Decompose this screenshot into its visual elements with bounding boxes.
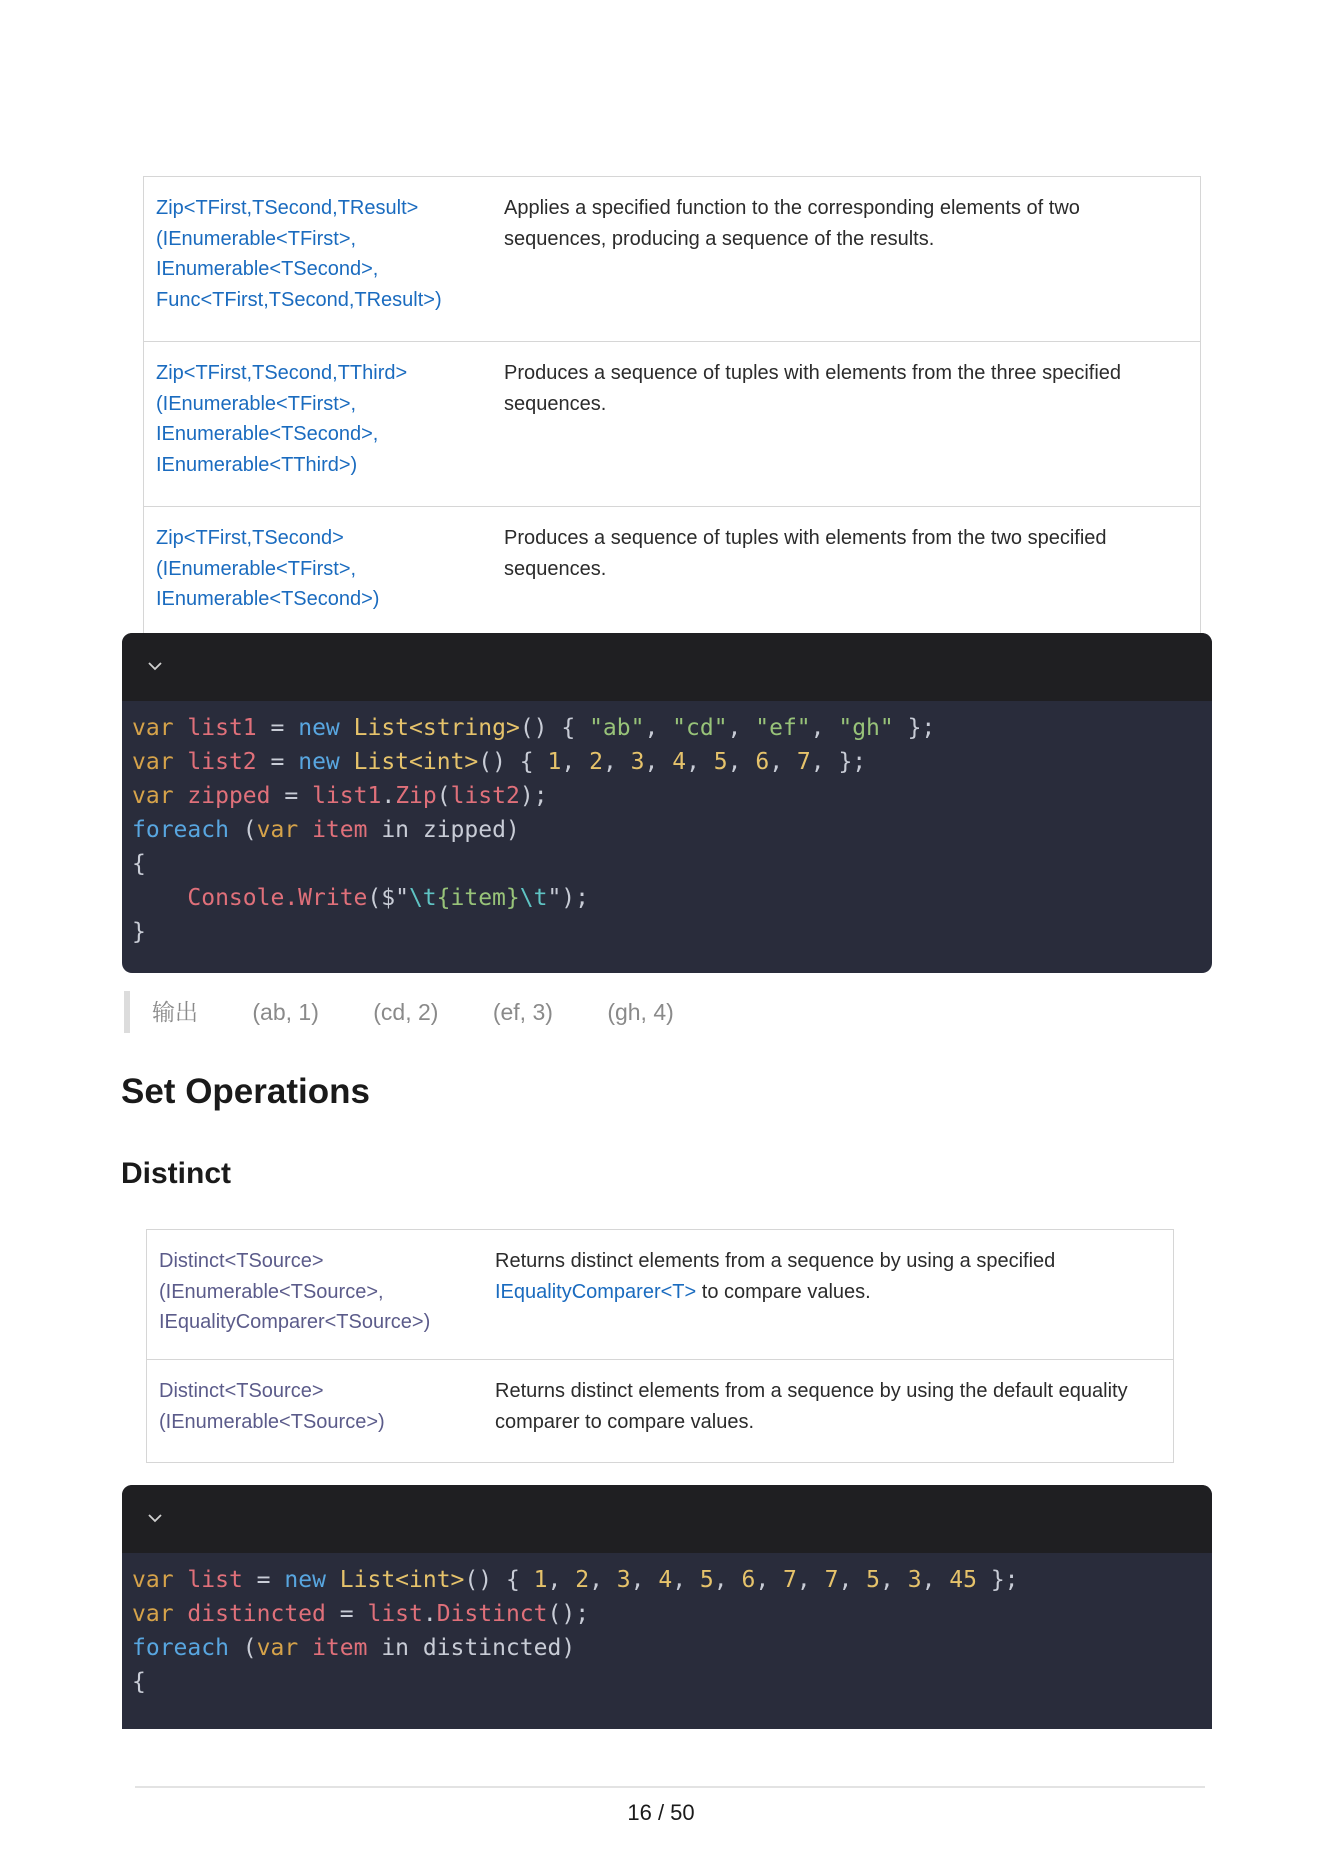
description-text: Applies a specified function to the corresponding elements of two sequences, producing a sequence of the results. bbox=[504, 197, 1080, 250]
output-value: (ab, 1) bbox=[252, 999, 319, 1025]
code-line: var list2 = new List<int>() { 1, 2, 3, 4, 5, 6, 7, }; bbox=[132, 749, 867, 775]
code-line: Console.Write($"\t{item}\t"); bbox=[187, 885, 589, 911]
description-cell bbox=[504, 342, 1201, 507]
distinct-default-link[interactable]: Distinct<TSource> (IEnumerable<TSource>) bbox=[159, 1380, 385, 1433]
zip-code-block bbox=[122, 633, 1212, 973]
code-block-header bbox=[122, 1485, 1212, 1553]
zip-overloads-table bbox=[143, 176, 1201, 640]
description-text: Returns distinct elements from a sequence by using a specified IEqualityComparer<T> to compare values. bbox=[495, 1250, 1056, 1303]
table-row bbox=[144, 177, 1201, 342]
signature-cell bbox=[147, 1230, 496, 1360]
table-row bbox=[147, 1360, 1174, 1463]
description-cell bbox=[504, 507, 1201, 640]
signature-cell bbox=[144, 177, 505, 342]
output-line bbox=[124, 991, 722, 1033]
description-text: Returns distinct elements from a sequence by using the default equality comparer to compare values. bbox=[495, 1380, 1128, 1433]
code-line: } bbox=[132, 919, 146, 945]
description-cell bbox=[495, 1360, 1174, 1463]
description-cell bbox=[504, 177, 1201, 342]
code-line: foreach (var item in distincted) bbox=[132, 1635, 576, 1661]
description-cell bbox=[495, 1230, 1174, 1360]
code-line: var zipped = list1.Zip(list2); bbox=[132, 783, 548, 809]
distinct-overloads-table bbox=[146, 1229, 1174, 1463]
footer-divider bbox=[135, 1786, 1205, 1788]
section-title: Set Operations bbox=[121, 1072, 370, 1111]
chevron-down-icon[interactable] bbox=[148, 1511, 162, 1525]
distinct-code-body bbox=[122, 1553, 1212, 1699]
code-line: var list1 = new List<string>() { "ab", "cd", "ef", "gh" }; bbox=[132, 715, 936, 741]
description-text: Produces a sequence of tuples with elements from the three specified sequences. bbox=[504, 362, 1122, 415]
zip-code-body bbox=[122, 701, 1212, 949]
page-number: 16 / 50 bbox=[627, 1800, 695, 1825]
output-value: (gh, 4) bbox=[607, 999, 674, 1025]
subsection-title: Distinct bbox=[121, 1157, 232, 1190]
table-row bbox=[144, 507, 1201, 640]
zip-third-link[interactable]: Zip<TFirst,TSecond,TThird> (IEnumerable<TFirst>, IEnumerable<TSecond>, IEnumerable<TThird>) bbox=[156, 362, 408, 476]
signature-cell bbox=[144, 507, 505, 640]
iequalitycomparer-link[interactable]: IEqualityComparer<T> bbox=[495, 1281, 697, 1303]
code-line: var list = new List<int>() { 1, 2, 3, 4, 5, 6, 7, 7, 5, 3, 45 }; bbox=[132, 1567, 1019, 1593]
distinct-code-block bbox=[122, 1485, 1212, 1729]
table-row bbox=[147, 1230, 1174, 1360]
code-line: foreach (var item in zipped) bbox=[132, 817, 520, 843]
signature-cell bbox=[147, 1360, 496, 1463]
chevron-down-icon[interactable] bbox=[148, 659, 162, 673]
output-value: (cd, 2) bbox=[373, 999, 439, 1025]
code-line: { bbox=[132, 1669, 146, 1695]
signature-cell bbox=[144, 342, 505, 507]
code-line: var distincted = list.Distinct(); bbox=[132, 1601, 590, 1627]
zip-result-link[interactable]: Zip<TFirst,TSecond,TResult> (IEnumerable<TFirst>, IEnumerable<TSecond>, Func<TFirst,TSecond,TResult>) bbox=[156, 197, 442, 311]
distinct-comparer-link[interactable]: Distinct<TSource> (IEnumerable<TSource>, IEqualityComparer<TSource>) bbox=[159, 1250, 431, 1333]
output-label: 输出 bbox=[152, 999, 198, 1025]
zip-pair-link[interactable]: Zip<TFirst,TSecond> (IEnumerable<TFirst>, IEnumerable<TSecond>) bbox=[156, 527, 380, 610]
output-value: (ef, 3) bbox=[492, 999, 553, 1025]
table-row bbox=[144, 342, 1201, 507]
code-line: { bbox=[132, 851, 146, 877]
code-block-header bbox=[122, 633, 1212, 701]
description-text: Produces a sequence of tuples with elements from the two specified sequences. bbox=[504, 527, 1107, 580]
